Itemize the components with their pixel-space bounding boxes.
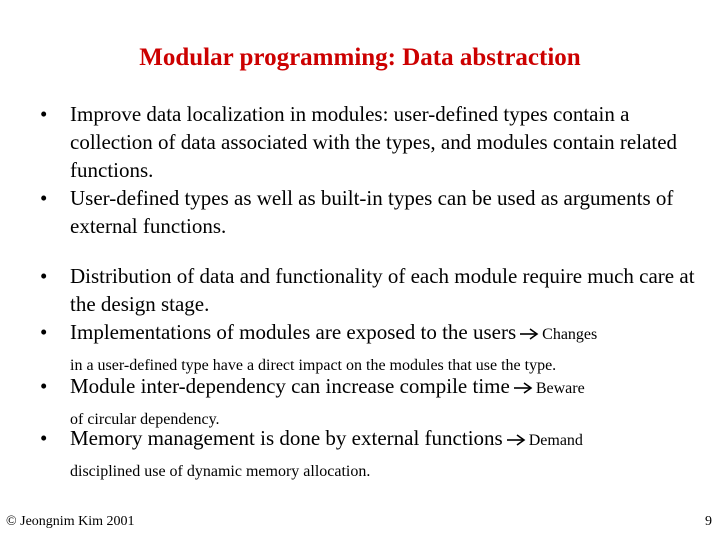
slide-title: Modular programming: Data abstraction bbox=[139, 44, 581, 71]
footer-copyright: © Jeongnim Kim 2001 bbox=[6, 514, 135, 529]
bullet-item bbox=[40, 262, 700, 318]
bullet-arrow-text: Beware bbox=[535, 380, 585, 397]
bullet-dot: • bbox=[40, 374, 48, 398]
bullet-continuation: in a user-defined type have a direct impact on the modules that use the type. bbox=[70, 357, 557, 374]
page-number: 9 bbox=[705, 514, 712, 529]
bullet-main-text: Memory management is done by external functions bbox=[70, 426, 503, 450]
bullet-dot: • bbox=[40, 102, 48, 126]
bullet-item bbox=[40, 100, 700, 184]
bullet-text: Improve data localization in modules: user-defined types contain a collection of data associated with the types, and modules contain related functions. bbox=[70, 102, 678, 182]
bullet-item bbox=[40, 184, 700, 240]
bullet-main-text: Module inter-dependency can increase compile time bbox=[70, 374, 510, 398]
right-arrow-icon bbox=[518, 327, 540, 341]
bullet-item bbox=[40, 318, 700, 380]
bullet-dot: • bbox=[40, 426, 48, 450]
bullet-dot: • bbox=[40, 320, 48, 344]
bullet-dot: • bbox=[40, 264, 48, 288]
bullet-item bbox=[40, 424, 700, 486]
bullet-arrow-text: Changes bbox=[542, 326, 598, 343]
bullet-text: Distribution of data and functionality of each module require much care at the design stage. bbox=[70, 264, 695, 316]
bullet-main-text: Implementations of modules are exposed to the users bbox=[70, 320, 517, 344]
bullet-text bbox=[70, 318, 700, 380]
bullet-text: User-defined types as well as built-in types can be used as arguments of external functions. bbox=[70, 186, 674, 238]
bullet-dot: • bbox=[40, 186, 48, 210]
bullet-continuation: of circular dependency. bbox=[70, 411, 220, 428]
right-arrow-icon bbox=[505, 433, 527, 447]
bullet-arrow-text: Demand bbox=[528, 432, 583, 449]
bullet-text bbox=[70, 424, 700, 486]
bullet-continuation: disciplined use of dynamic memory allocation. bbox=[70, 463, 371, 480]
right-arrow-icon bbox=[512, 381, 534, 395]
